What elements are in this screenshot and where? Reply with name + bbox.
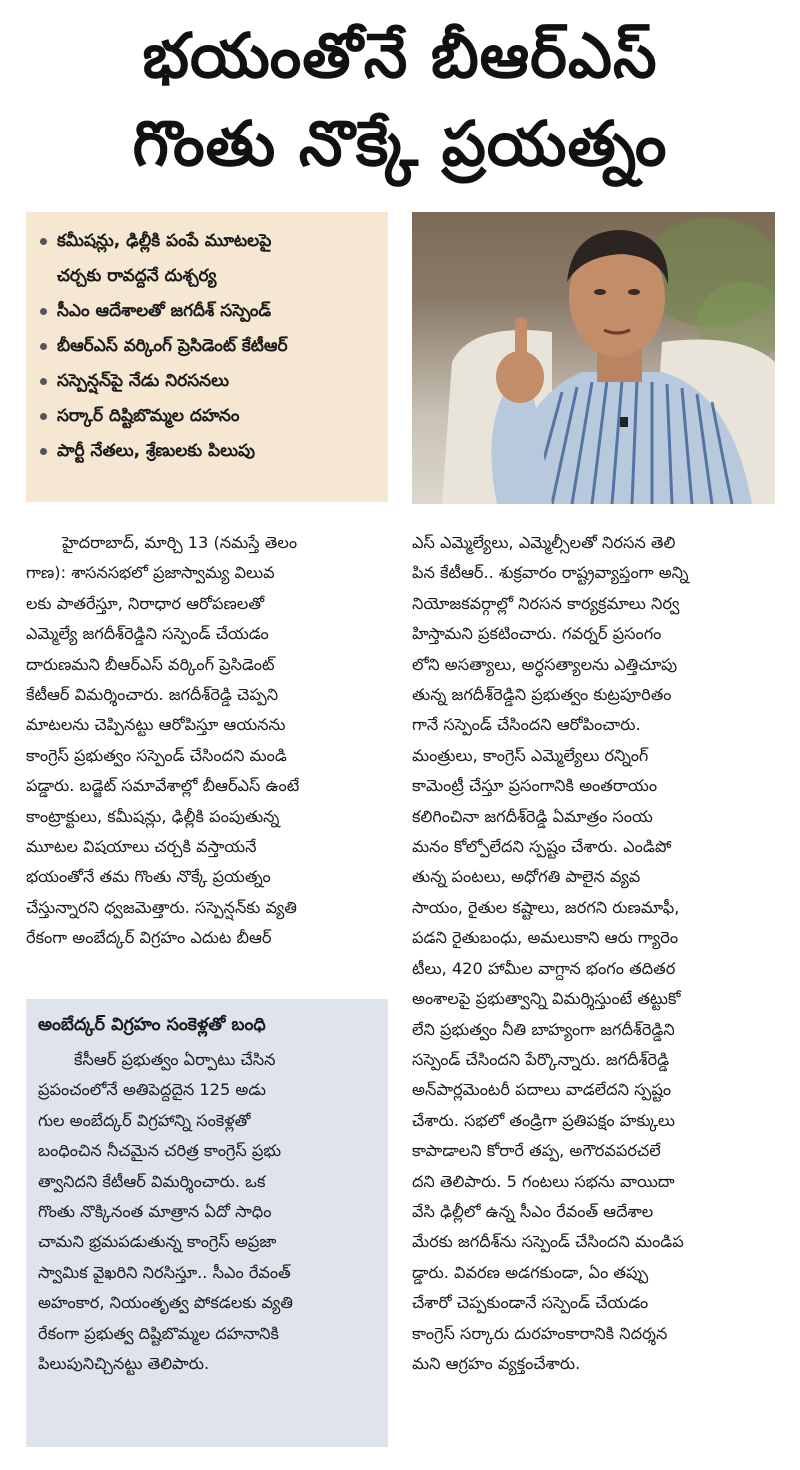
text-line: చేశారో చెప్పకుండానే సస్పెండ్‌ చేయడం bbox=[412, 1293, 649, 1313]
text-line: వేసి ఢిల్లీలో ఉన్న సీఎం రేవంత్‌ ఆదేశాల bbox=[412, 1201, 654, 1221]
highlight-item: సీఎం ఆదేశాలతో జగదీశ్‌ సస్పెండ్‌ bbox=[36, 294, 380, 329]
box-body bbox=[38, 1045, 378, 1379]
text-line: దారుణమని బీఆర్‌ఎస్‌ వర్కింగ్‌ ప్రెసిడెంట్‌ bbox=[26, 654, 275, 674]
text-line: మనం కోల్పోలేదని స్పష్టం చేశారు. ఎండిపో bbox=[412, 837, 672, 857]
text-line: మాటలను చెప్పినట్టు ఆరోపిస్తూ ఆయనను bbox=[26, 715, 286, 735]
text-line: తున్న జగదీశ్‌రెడ్డిని ప్రభుత్వం కుట్రపూరితం bbox=[412, 685, 672, 705]
headline-line-2: గొంతు నొక్కే ప్రయత్నం bbox=[132, 107, 668, 180]
text-line: కేసీఆర్‌ ప్రభుత్వం ఏర్పాటు చేసిన bbox=[74, 1050, 276, 1069]
text-line: పిన కేటీఆర్‌.. శుక్రవారం రాష్ట్రవ్యాప్తంగా అన్ని bbox=[412, 563, 689, 583]
text-line: చేస్తున్నారని ధ్వజమెత్తారు. సస్పెన్షన్‌కు వ్యతి bbox=[26, 897, 297, 917]
text-line: త్వానిదని కేటీఆర్‌ విమర్శించారు. ఒక bbox=[38, 1171, 266, 1191]
bullet-icon bbox=[40, 448, 47, 455]
highlight-item: సర్కార్‌ దిష్టిబొమ్మల దహనం bbox=[36, 399, 380, 434]
text-line: అంశాలపై ప్రభుత్వాన్ని విమర్శిస్తుంటే తట్టుకో bbox=[412, 989, 681, 1009]
text-line: ప్రపంచంలోనే అతిపెద్దదైన 125 అడు bbox=[38, 1080, 266, 1100]
highlight-item: పార్టీ నేతలు, శ్రేణులకు పిలుపు bbox=[36, 434, 380, 469]
text-line: నియోజకవర్గాల్లో నిరసన కార్యక్రమాలు నిర్వ bbox=[412, 593, 680, 613]
text-line: కలిగించినా జగదీశ్‌రెడ్డి ఏమాత్రం సంయ bbox=[412, 806, 653, 826]
text-line: కామెంట్రీ చేస్తూ ప్రసంగానికి అంతరాయం bbox=[412, 776, 658, 796]
text-line: టీలు, 420 హామీల వాగ్దాన భంగం తదితర bbox=[412, 958, 676, 978]
bullet-icon bbox=[40, 238, 47, 245]
text-line: మూటల విషయాలు చర్చకి వస్తాయనే bbox=[26, 837, 257, 857]
text-line: డ్డారు. వివరణ అడగకుండా, ఏం తప్పు bbox=[412, 1262, 649, 1282]
text-line: మేరకు జగదీశ్‌ను సస్పెండ్‌ చేసిందని మండిప bbox=[412, 1232, 684, 1252]
highlight-item: బీఆర్‌ఎస్‌ వర్కింగ్‌ ప్రెసిడెంట్‌ కేటీఆర్‌ bbox=[36, 329, 380, 364]
text-line: లేని ప్రభుత్వం నీతి బాహ్యంగా జగదీశ్‌రెడ్డిని bbox=[412, 1019, 675, 1039]
highlight-item: చర్చకు రావద్దనే దుశ్చర్య bbox=[57, 266, 217, 286]
text-line: హిస్తామని ప్రకటించారు. గవర్నర్‌ ప్రసంగం bbox=[412, 624, 662, 644]
text-line: చామని భ్రమపడుతున్న కాంగ్రెస్‌ అప్రజా bbox=[38, 1232, 277, 1252]
text-line: రేకంగా ప్రభుత్వ దిష్టిబొమ్మల దహనానికి bbox=[38, 1323, 279, 1343]
highlight-item: కమీషన్లు, ఢిల్లీకి పంపే మూటలపై bbox=[36, 224, 380, 259]
text-line: కాంట్రాక్టులు, కమీషన్లు, ఢిల్లీకి పంపుతున్న bbox=[26, 806, 280, 826]
bullet-icon bbox=[40, 308, 47, 315]
box-title: అంబేద్కర్‌ విగ్రహం సంకెళ్లతో బంధి bbox=[38, 1015, 266, 1035]
text-line: లకు పాతరేస్తూ, నిరాధార ఆరోపణలతో bbox=[26, 593, 265, 613]
text-line: హైదరాబాద్‌, మార్చి 13 (నమస్తే తెలం bbox=[62, 533, 298, 552]
text-line: గాణ): శాసనసభలో ప్రజాస్వామ్య విలువ bbox=[26, 563, 275, 583]
sidebar-box bbox=[26, 999, 388, 1447]
text-line: సాయం, రైతుల కష్టాలు, జరగని రుణమాఫీ, bbox=[412, 897, 680, 917]
bullet-icon bbox=[40, 343, 47, 350]
headline-line-1: భయంతోనే బీఆర్‌ఎస్‌ bbox=[142, 19, 658, 92]
text-line: భయంతోనే తమ గొంతు నొక్కే ప్రయత్నం bbox=[26, 867, 271, 887]
article-right-column bbox=[412, 528, 775, 1379]
speaker-photo bbox=[412, 212, 775, 504]
text-line: ఎస్‌ ఎమ్మెల్యేలు, ఎమ్మెల్సీలతో నిరసన తెలి bbox=[412, 533, 676, 552]
headline bbox=[0, 0, 800, 200]
text-line: కాంగ్రెస్‌ సర్కారు దురహంకారానికి నిదర్శన bbox=[412, 1323, 668, 1343]
text-line: బంధించిన నీచమైన చరిత్ర కాంగ్రెస్‌ ప్రభు bbox=[38, 1141, 282, 1161]
highlight-item: సస్పెన్షన్‌పై నేడు నిరసనలు bbox=[36, 364, 380, 399]
speaker-illustration bbox=[412, 212, 775, 504]
text-line: పడ్డారు. బడ్జెట్‌ సమావేశాల్లో బీఆర్‌ఎస్‌ ఉంటే bbox=[26, 776, 300, 796]
text-line: స్వామిక వైఖరిని నిరసిస్తూ.. సీఎం రేవంత్‌ bbox=[38, 1262, 291, 1282]
text-line: లోని అసత్యాలు, అర్ధసత్యాలను ఎత్తిచూపు bbox=[412, 654, 678, 674]
text-line: మంత్రులు, కాంగ్రెస్‌ ఎమ్మెల్యేలు రన్నింగ్‌ bbox=[412, 745, 649, 765]
text-line: అన్‌పార్లమెంటరీ పదాలు వాడలేదని స్పష్టం bbox=[412, 1080, 672, 1100]
text-line: కేటీఆర్‌ విమర్శించారు. జగదీశ్‌రెడ్డి చెప్పని bbox=[26, 685, 279, 705]
text-line: అహంకార, నియంతృత్వ పోకడలకు వ్యతి bbox=[38, 1293, 293, 1313]
text-line: గొంతు నొక్కినంత మాత్రాన ఏదో సాధిం bbox=[38, 1202, 272, 1222]
text-line: కాపాడాలని కోరారే తప్ప, అగౌరవపరచలే bbox=[412, 1141, 661, 1161]
text-line: గుల అంబేద్కర్‌ విగ్రహాన్ని సంకెళ్లతో bbox=[38, 1110, 251, 1130]
text-line: తున్న పంటలు, అధోగతి పాలైన వ్యవ bbox=[412, 867, 641, 887]
text-line: సస్పెండ్‌ చేసిందని పేర్కొన్నారు. జగదీశ్‌రెడ్డి bbox=[412, 1049, 670, 1069]
text-line: దని తెలిపారు. 5 గంటలు సభను వాయిదా bbox=[412, 1171, 675, 1191]
bullet-icon bbox=[40, 413, 47, 420]
bullet-icon bbox=[40, 378, 47, 385]
article-left-column bbox=[26, 528, 388, 954]
text-line: పడని రైతుబంధు, అమలుకాని ఆరు గ్యారెం bbox=[412, 928, 679, 948]
text-line: మని ఆగ్రహం వ్యక్తంచేశారు. bbox=[412, 1353, 581, 1373]
text-line: చేశారు. సభలో తండ్రిగా ప్రతిపక్షం హక్కులు bbox=[412, 1110, 675, 1130]
text-line: కాంగ్రెస్‌ ప్రభుత్వం సస్పెండ్‌ చేసిందని మండి bbox=[26, 745, 287, 765]
text-line: గానే సస్పెండ్‌ చేసిందని ఆరోపించారు. bbox=[412, 715, 641, 735]
text-line: ఎమ్మెల్యే జగదీశ్‌రెడ్డిని సస్పెండ్‌ చేయడం bbox=[26, 624, 269, 644]
highlights-box bbox=[26, 212, 388, 502]
text-line: రేకంగా అంబేద్కర్‌ విగ్రహం ఎదుట బీఆర్‌ bbox=[26, 928, 272, 948]
text-line: పిలుపునిచ్చినట్టు తెలిపారు. bbox=[38, 1354, 210, 1374]
